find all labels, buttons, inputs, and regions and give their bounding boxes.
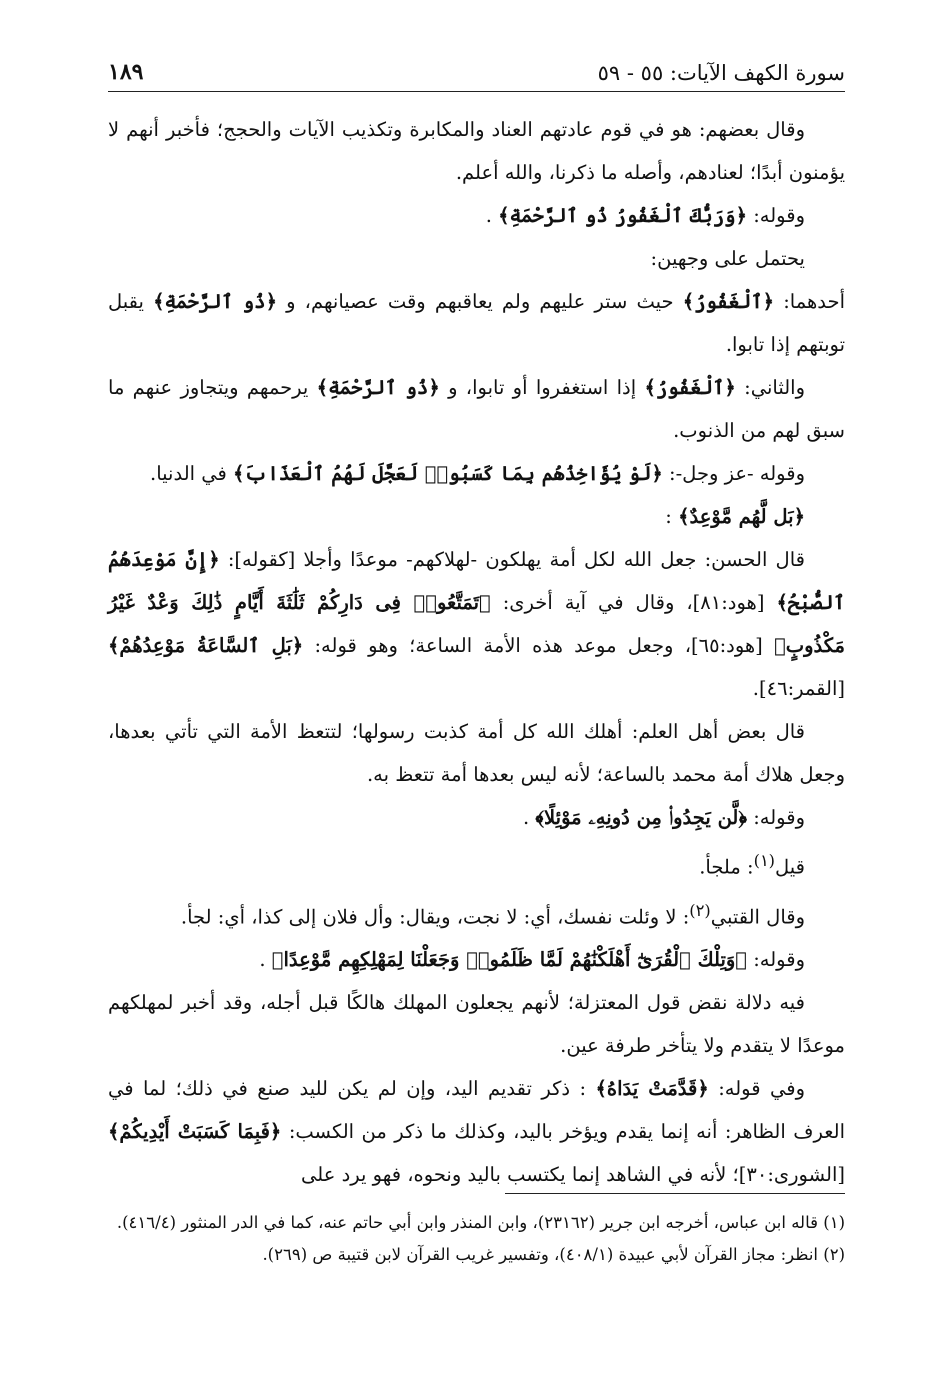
paragraph-text: إذا استغفروا أو تابوا، و (439, 376, 645, 399)
paragraph (108, 495, 845, 538)
paragraph-text: [هود:٨١]، وقال في آية أخرى: (490, 591, 777, 614)
quran-quote: ﴿تَمَتَّعُوا۟ فِى دَارِكُمْ ثَلَٰثَةَ أَيَّامٍ ذَٰلِكَ وَعْدٌ غَيْرُ مَكْذُوبٍ﴾ (108, 591, 845, 657)
paragraph-text: وقال القتبي (710, 905, 805, 928)
paragraph (108, 1067, 845, 1196)
quran-quote: ﴿ذُو ٱلرَّحْمَةِ﴾ (316, 376, 440, 399)
quran-quote: ﴿ذُو ٱلرَّحْمَةِ﴾ (153, 290, 278, 313)
paragraph-text: في الدنيا. (150, 462, 234, 485)
header-title: سورة الكهف الآيات: ٥٥ - ٥٩ (597, 61, 845, 85)
quran-quote: ﴿وَتِلْكَ ٱلْقُرَىٰٓ أَهْلَكْنَٰهُمْ لَمَّا ظَلَمُوا۟ وَجَعَلْنَا لِمَهْلِكِهِم مَّوْعِدًا﴾ (271, 948, 748, 971)
paragraph (108, 889, 845, 939)
paragraph-text: : ذكر تقديم اليد، وإن لم يكن لليد صنع في ذلك؛ لما في العرف الظاهر: أنه إنما يقدم ويؤخر باليد، وكذلك ما ذكر من الكسب: (108, 1077, 845, 1143)
paragraph (108, 280, 845, 366)
quran-quote: ﴿إِنَّ مَوْعِدَهُمُ ٱلصُّبْحُ﴾ (108, 548, 845, 614)
main-text (108, 108, 845, 1196)
paragraph (108, 981, 845, 1067)
paragraph (108, 710, 845, 796)
paragraph-text: . (522, 806, 536, 829)
paragraph-text: . (485, 204, 499, 227)
paragraph-text: والثاني: (735, 376, 805, 399)
paragraph-text: وقوله -عز وجل-: (662, 462, 805, 485)
paragraph-text: قال بعض أهل العلم: أهلك الله كل أمة كذبت رسولها؛ لتتعظ الأمة التي تأتي بعدها، وجعل هلاك أمة محمد بالساعة؛ لأنه ليس بعدها أمة تتعظ به. (108, 720, 845, 786)
paragraph-text: وقوله: (747, 948, 805, 971)
paragraph-text: أحدهما: (774, 290, 845, 313)
paragraph (108, 839, 845, 889)
paragraph (108, 194, 845, 237)
paragraph-text: [القمر:٤٦]. (752, 677, 845, 700)
paragraph (108, 938, 845, 981)
quran-quote: ﴿ٱلْغَفُورُ﴾ (682, 290, 775, 313)
paragraph-text: : ملجأ. (699, 855, 754, 879)
paragraph (108, 108, 845, 194)
paragraph-text: وقوله: (747, 806, 805, 829)
paragraph-text: قال الحسن: جعل الله لكل أمة يهلكون -لهلاكهم- موعدًا وأجلا [كقوله]: (219, 548, 805, 571)
paragraph-text: قيل (775, 855, 805, 879)
paragraph-text: يقبل توبتهم إذا تابوا. (108, 290, 845, 356)
paragraph-text: حيث ستر عليهم ولم يعاقبهم وقت عصيانهم، و (277, 290, 683, 313)
paragraph-text: وقوله: (747, 204, 805, 227)
footnote: (٢) انظر: مجاز القرآن لأبي عبيدة (٤٠٨/١)، وتفسير غريب القرآن لابن قتيبة ص (٢٦٩). (262, 1245, 845, 1264)
paragraph-text: : (665, 505, 679, 528)
quran-quote: ﴿بَل لَّهُم مَّوْعِدٌ﴾ (678, 505, 805, 528)
paragraph-text: يرحمهم ويتجاوز عنهم ما سبق لهم من الذنوب. (108, 376, 845, 442)
paragraph-text: وفي قوله: (708, 1077, 805, 1100)
paragraph (108, 796, 845, 839)
quran-quote: ﴿فَبِمَا كَسَبَتْ أَيْدِيكُمْ﴾ (108, 1120, 282, 1143)
paragraph (108, 237, 845, 280)
paragraph-text: : لا وئلت نفسك، أي: لا نجت، ويقال: وأل فلان إلى كذا، أي: لجأ. (180, 905, 690, 928)
footnote-ref[interactable]: (٢) (689, 900, 711, 920)
quran-quote: ﴿قَدَّمَتْ يَدَاهُ﴾ (595, 1077, 709, 1100)
quran-quote: ﴿لَوْ يُؤَاخِذُهُم بِمَا كَسَبُوا۟ لَعَجَّلَ لَهُمُ ٱلْعَذَابَ﴾ (233, 462, 663, 485)
quran-quote: ﴿بَلِ ٱلسَّاعَةُ مَوْعِدُهُمْ﴾ (108, 634, 304, 657)
paragraph-text: . (259, 948, 272, 971)
paragraph-text: وقال بعضهم: هو في قوم عادتهم العناد والمكابرة وتكذيب الآيات والحجج؛ فأخبر أنهم لا يؤمنون أبدًا؛ لعنادهم، وأصله ما ذكرنا، والله أعلم. (108, 118, 845, 184)
paragraph-text: [هود:٦٥]، وجعل موعد هذه الأمة الساعة؛ وهو قوله: (303, 634, 775, 657)
quran-quote: ﴿وَرَبُّكَ ٱلْغَفُورُ ذُو ٱلرَّحْمَةِ﴾ (498, 204, 748, 227)
footnote-divider (505, 1193, 845, 1194)
paragraph (108, 452, 845, 495)
page-number: ١٨٩ (108, 59, 144, 85)
quran-quote: ﴿ٱلْغَفُورُ﴾ (644, 376, 736, 399)
quran-quote: ﴿لَّن يَجِدُوا۟ مِن دُونِهِۦ مَوْئِلًا﴾ (535, 806, 748, 829)
footnotes (108, 1208, 845, 1272)
paragraph-text: يحتمل على وجهين: (650, 247, 805, 270)
paragraph (108, 538, 845, 710)
footnote-ref[interactable]: (١) (753, 851, 776, 870)
footnote: (١) قاله ابن عباس، أخرجه ابن جرير (٢٣١٦٢)، وابن المنذر وابن أبي حاتم عنه، كما في الدر المنثور (٤١٦/٤). (116, 1213, 845, 1232)
paragraph-text: فيه دلالة نقض قول المعتزلة؛ لأنهم يجعلون المهلك هالكًا قبل أجله، وقد أخبر لمهلكهم موعدًا لا يتقدم ولا يتأخر طرفة عين. (108, 991, 845, 1057)
paragraph-text: [الشورى:٣٠]؛ لأنه في الشاهد إنما يكتسب باليد ونحوه، فهو يرد على (301, 1163, 845, 1186)
running-header (108, 56, 845, 92)
paragraph (108, 366, 845, 452)
